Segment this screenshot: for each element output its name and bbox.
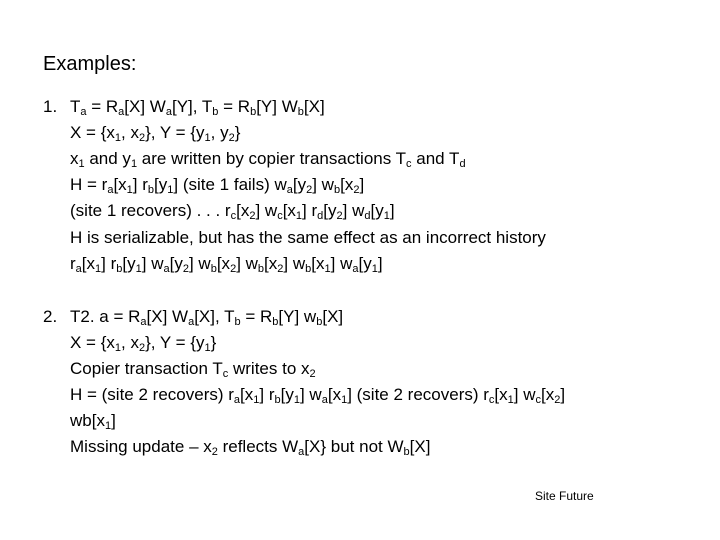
subscript: 2 [554,394,561,406]
subscript: 2 [228,132,235,144]
text-run: X = {x [70,333,115,352]
text-run: ] [377,254,383,273]
text-run: [x [216,254,231,273]
text-run: [Y], T [171,97,213,116]
subscript: a [107,184,114,196]
subscript: 1 [114,132,122,144]
item-1-line [70,122,240,143]
subscript: 1 [371,263,378,275]
subscript: b [147,184,155,196]
subscript: a [140,316,147,328]
text-run: [x [311,254,325,273]
subscript: a [188,316,195,328]
item-1-line [70,174,364,195]
subscript: b [316,316,323,328]
text-run: reflects W [217,437,299,456]
item-2-line [70,358,316,379]
text-run: ] w [342,201,365,220]
text-run: x [70,149,79,168]
subscript: 2 [211,446,218,458]
subscript: 1 [324,263,331,275]
subscript: 2 [306,184,313,196]
text-run: [Y] w [278,307,317,326]
text-run: [x [113,175,127,194]
item-1-number: 1. [43,97,58,116]
subscript: a [233,394,241,406]
text-run: X = {x [70,123,115,142]
subscript: 2 [182,263,189,275]
subscript: 1 [130,158,138,170]
text-run: [x [340,175,354,194]
subscript: 2 [336,210,343,222]
text-run: and y [84,149,131,168]
subscript: d [364,210,371,222]
text-run: ] w [141,254,164,273]
text-run: are written by copier transactions T [137,149,407,168]
text-run: [y [280,385,294,404]
text-run: ] w [330,254,353,273]
subscript: 2 [249,210,256,222]
text-run: and T [411,149,460,168]
text-run: [x [264,254,278,273]
subscript: 2 [138,342,146,354]
text-run: [X] [322,307,344,326]
text-run: [y [169,254,183,273]
text-run: ] [560,385,566,404]
subscript: 1 [167,184,174,196]
subscript: c [488,394,495,406]
subscript: b [274,394,281,406]
text-run: [X], T [194,307,235,326]
text-run: r [70,254,76,273]
text-run: [X] [303,97,325,116]
text-run: ] r [132,175,148,194]
subscript: a [75,263,82,275]
text-run: [y [358,254,372,273]
text-run: [x [327,385,342,404]
text-run: [x [541,385,555,404]
text-run: T [70,97,81,116]
subscript: 1 [126,184,133,196]
subscript: 1 [204,342,211,354]
text-run: ] [111,411,116,430]
item-1-line [70,227,546,248]
item-2-line [70,306,343,327]
subscript: b [333,184,341,196]
text-run: [X] W [146,307,189,326]
item-2-number: 2. [43,307,58,326]
text-run: [X] [409,437,431,456]
text-run: [y [122,254,136,273]
subscript: b [297,106,304,118]
text-run: ] [389,201,395,220]
subscript: a [286,184,293,196]
subscript: 1 [104,420,112,432]
item-2-line [70,436,430,457]
subscript: 1 [78,158,85,170]
subscript: c [222,368,229,380]
subscript: 1 [114,342,122,354]
subscript: b [234,316,241,328]
item-2-line [70,410,116,431]
text-run: [Y] W [256,97,298,116]
text-run: = R [240,307,273,326]
text-run: ] (site 2 recovers) r [347,385,489,404]
subscript: 1 [383,210,390,222]
subscript: b [403,446,410,458]
text-run: wb[x [70,411,105,430]
subscript: 1 [341,394,348,406]
text-run: ] w [188,254,211,273]
subscript: 1 [295,210,303,222]
text-run: ] w [255,201,278,220]
subscript: c [406,158,412,170]
slide-footer: Site Future [535,489,594,503]
text-run: ] w [283,254,306,273]
slide-heading: Examples: [43,53,137,75]
subscript: b [116,263,123,275]
text-run: ] r [302,201,318,220]
subscript: 1 [204,132,211,144]
item-1-line [70,253,383,274]
text-run: = R [218,97,251,116]
subscript: 1 [253,394,260,406]
text-run: } [234,123,241,142]
text-run: ] [359,175,365,194]
item-2-line [70,332,216,353]
subscript: b [257,263,265,275]
subscript: a [352,263,359,275]
text-run: (site 1 recovers) . . . r [70,201,231,220]
subscript: 2 [230,263,237,275]
subscript: a [321,394,328,406]
subscript: b [272,316,279,328]
subscript: 1 [95,263,102,275]
subscript: 2 [138,132,146,144]
subscript: b [210,263,217,275]
subscript: a [118,106,125,118]
subscript: a [163,263,170,275]
subscript: d [317,210,324,222]
text-run: = R [86,97,119,116]
text-run: Missing update – x [70,437,212,456]
text-run: [y [292,175,307,194]
text-run: [x [494,385,508,404]
text-run: }, Y = {y [145,333,205,352]
text-run: [X} but not W [304,437,404,456]
text-run: ] (site 1 fails) w [173,175,287,194]
subscript: c [230,210,237,222]
text-run: , x [121,123,139,142]
text-run: H = (site 2 recovers) r [70,385,234,404]
text-run: [X] W [124,97,166,116]
item-1-line [70,200,395,221]
subscript: 1 [293,394,300,406]
item-1-line [70,148,466,169]
text-run: Copier transaction T [70,359,223,378]
text-run: ] w [299,385,322,404]
text-run: ] w [236,254,258,273]
subscript: c [277,210,283,222]
subscript: b [250,106,257,118]
text-run: ] w [513,385,536,404]
subscript: a [80,106,87,118]
text-run: [x [81,254,96,273]
subscript: 1 [507,394,514,406]
subscript: b [212,106,219,118]
text-run: , y [210,123,229,142]
text-run: [x [236,201,250,220]
text-run: [y [370,201,384,220]
text-run: H = r [70,175,108,194]
item-2-line [70,384,565,405]
text-run: ] r [101,254,117,273]
text-run: ] r [259,385,275,404]
text-run: [y [323,201,337,220]
text-run: ] w [312,175,334,194]
subscript: b [305,263,312,275]
text-run: } [210,333,217,352]
item-1-line [70,96,325,117]
subscript: 2 [353,184,360,196]
text-run: writes to x [228,359,310,378]
text-run: [x [240,385,254,404]
text-run: [x [282,201,296,220]
subscript: d [459,158,466,170]
subscript: c [535,394,541,406]
subscript: a [298,446,305,458]
subscript: 2 [309,368,316,380]
subscript: a [165,106,172,118]
text-run: [y [154,175,168,194]
text-run: H is serializable, but has the same effect as an incorrect history [70,228,546,247]
subscript: 1 [135,263,142,275]
text-run: , x [121,333,139,352]
text-run: T2. a = R [70,307,141,326]
text-run: }, Y = {y [145,123,205,142]
subscript: 2 [277,263,284,275]
